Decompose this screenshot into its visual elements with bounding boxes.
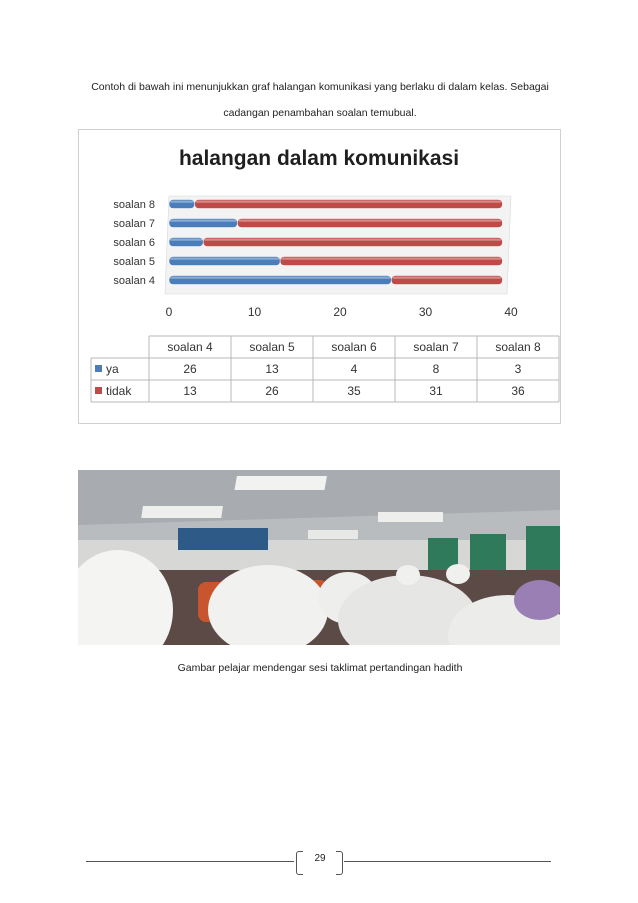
x-tick-label: 20 [333, 305, 347, 319]
x-tick-label: 30 [418, 305, 433, 319]
x-tick-label: 40 [504, 305, 518, 319]
page-number: 29 [314, 853, 326, 864]
bar-highlight-ya-soalan-7 [170, 220, 236, 222]
bar-highlight-tidak-soalan-6 [204, 239, 501, 241]
photo-caption: Gambar pelajar mendengar sesi taklimat pertandingan hadith [177, 662, 463, 674]
page-bracket-right [336, 851, 343, 875]
x-tick-label: 0 [165, 305, 173, 319]
legend-label-ya: ya [106, 362, 119, 376]
chart-title: halangan dalam komunikasi [178, 147, 460, 170]
bar-highlight-ya-soalan-6 [170, 239, 202, 241]
bar-highlight-tidak-soalan-5 [281, 258, 501, 260]
table-header-label: soalan 4 [167, 340, 213, 354]
table-cell-value: 35 [347, 384, 361, 398]
legend-swatch-tidak [95, 387, 102, 394]
footer-line-left [86, 861, 294, 862]
y-tick-label: soalan 4 [113, 275, 155, 287]
bar-highlight-tidak-soalan-4 [392, 277, 501, 279]
table-cell-value: 13 [265, 362, 279, 376]
table-header-label: soalan 5 [249, 340, 295, 354]
y-tick-label: soalan 6 [113, 237, 155, 249]
table-header-label: soalan 7 [413, 340, 459, 354]
table-header-label: soalan 8 [495, 340, 541, 354]
legend-swatch-ya [95, 365, 102, 372]
bar-highlight-ya-soalan-5 [170, 258, 279, 260]
table-header-label: soalan 6 [331, 340, 377, 354]
y-tick-label: soalan 8 [113, 199, 155, 211]
chart [79, 130, 560, 423]
y-tick-label: soalan 5 [113, 256, 155, 268]
chart-frame [78, 129, 561, 424]
bar-highlight-ya-soalan-8 [170, 201, 194, 203]
intro-paragraph: Contoh di bawah ini menunjukkan graf halangan komunikasi yang berlaku di dalam kelas. Sebagai cadangan penambahan soalan temubual. [91, 81, 549, 119]
footer-line-right [344, 861, 551, 862]
table-cell-value: 4 [350, 362, 358, 376]
bar-highlight-tidak-soalan-8 [196, 201, 502, 203]
x-tick-label: 10 [247, 305, 262, 319]
table-cell-value: 13 [183, 384, 197, 398]
table-cell-value: 3 [514, 362, 522, 376]
bar-highlight-ya-soalan-4 [170, 277, 390, 279]
table-cell-value: 8 [432, 362, 440, 376]
table-cell-value: 26 [265, 384, 279, 398]
legend-label-tidak: tidak [106, 384, 132, 398]
table-cell-value: 36 [511, 384, 525, 398]
table-cell-value: 26 [183, 362, 197, 376]
classroom-photo [78, 470, 560, 645]
table-cell-value: 31 [429, 384, 443, 398]
bar-highlight-tidak-soalan-7 [238, 220, 501, 222]
y-tick-label: soalan 7 [113, 218, 155, 230]
